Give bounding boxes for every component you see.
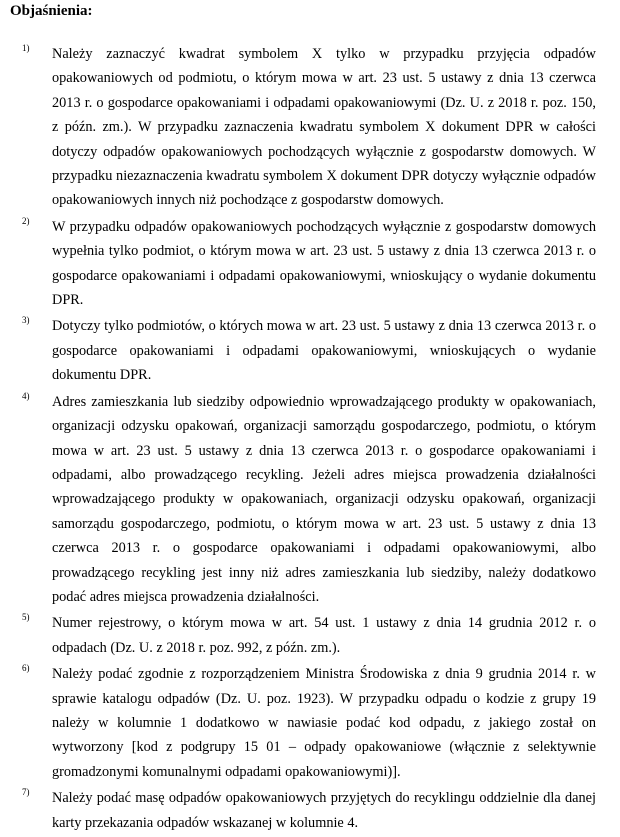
footnote-text: W przypadku odpadów opakowaniowych pochodzących wyłącznie z gospodarstw domowych wypełnia tylko podmiot, o którym mowa w art. 23 ust. 5 ustawy z dnia 13 czerwca 2013 r. o gospodarce opakowaniami i odpadami opakowaniowymi, wnioskujący o wydanie dokumentu DPR. xyxy=(52,218,596,309)
footnote-number: 2) xyxy=(22,215,30,226)
page-title: Objaśnienia: xyxy=(10,3,93,19)
footnote-text: Numer rejestrowy, o którym mowa w art. 54 ust. 1 ustawy z dnia 14 grudnia 2012 r. o odpadach (Dz. U. z 2018 r. poz. 992, z późn. zm.). xyxy=(52,615,596,656)
footnote-6 xyxy=(0,662,596,784)
footnote-text: Należy podać masę odpadów opakowaniowych przyjętych do recyklingu oddzielnie dla danej karty przekazania odpadów wskazanej w kolumnie 4. xyxy=(52,790,596,831)
footnote-number: 3) xyxy=(22,315,30,326)
footnote-text: Należy podać zgodnie z rozporządzeniem Ministra Środowiska z dnia 9 grudnia 2014 r. w sprawie katalogu odpadów (Dz. U. poz. 1923). W przypadku odpadu o kodzie z grupy 19 należy w kolumnie 1 dodatkowo w nawiasie podać kod odpadu, z jakiego został on wytworzony [kod z podgrupy 15 01 – odpady opakowaniowe (włącznie z selektywnie gromadzonymi komunalnymi odpadami opakowaniowymi)]. xyxy=(52,666,596,780)
footnote-1 xyxy=(0,42,596,213)
footnote-number: 6) xyxy=(22,663,30,674)
footnote-text: Dotyczy tylko podmiotów, o których mowa w art. 23 ust. 5 ustawy z dnia 13 czerwca 2013 r. o gospodarce opakowaniami i odpadami opakowaniowymi, wnioskujących o wydanie dokumentu DPR. xyxy=(52,318,596,384)
footnotes-list xyxy=(0,42,620,837)
footnote-number: 7) xyxy=(22,787,30,798)
footnote-number: 5) xyxy=(22,612,30,623)
footnote-2 xyxy=(0,215,596,313)
footnote-5 xyxy=(0,611,596,660)
footnote-3 xyxy=(0,314,596,387)
footnote-text: Adres zamieszkania lub siedziby odpowiednio wprowadzającego produkty w opakowaniach, organizacji odzysku opakowań, organizacji samorządu gospodarczego, podmiotu, o którym mowa w art. 23 ust. 5 ustawy z dnia 13 czerwca 2013 r. o gospodarce opakowaniami i odpadami, albo prowadzącego recykling. Jeżeli adres miejsca prowadzenia działalności wprowadzającego produkty w opakowaniach, organizacji odzysku opakowań, organizacji samorządu gospodarczego, podmiotu, o którym mowa w art. 23 ust. 5 ustawy z dnia 13 czerwca 2013 r. o gospodarce opakowaniami i odpadami opakowaniowymi, albo prowadzącego recykling jest inny niż adres zamieszkania lub siedziby, należy dodatkowo podać adres miejsca prowadzenia działalności. xyxy=(52,393,596,605)
footnote-number: 1) xyxy=(22,43,30,53)
footnote-text: Należy zaznaczyć kwadrat symbolem X tylko w przypadku przyjęcia odpadów opakowaniowych od podmiotu, o którym mowa w art. 23 ust. 5 ustawy z dnia 13 czerwca 2013 r. o gospodarce opakowaniami i odpadami opakowaniowymi (Dz. U. z 2018 r. poz. 150, z późn. zm.). W przypadku zaznaczenia kwadratu symbolem X dokument DPR w całości dotyczy odpadów opakowaniowych pochodzących wyłącznie z gospodarstw domowych. W przypadku niezaznaczenia kwadratu symbolem X dokument DPR dotyczy wyłącznie odpadów opakowaniowych innych niż pochodzące z gospodarstw domowych. xyxy=(52,46,596,209)
footnote-4 xyxy=(0,390,596,610)
footnote-7 xyxy=(0,786,596,835)
footnote-number: 4) xyxy=(22,390,30,401)
